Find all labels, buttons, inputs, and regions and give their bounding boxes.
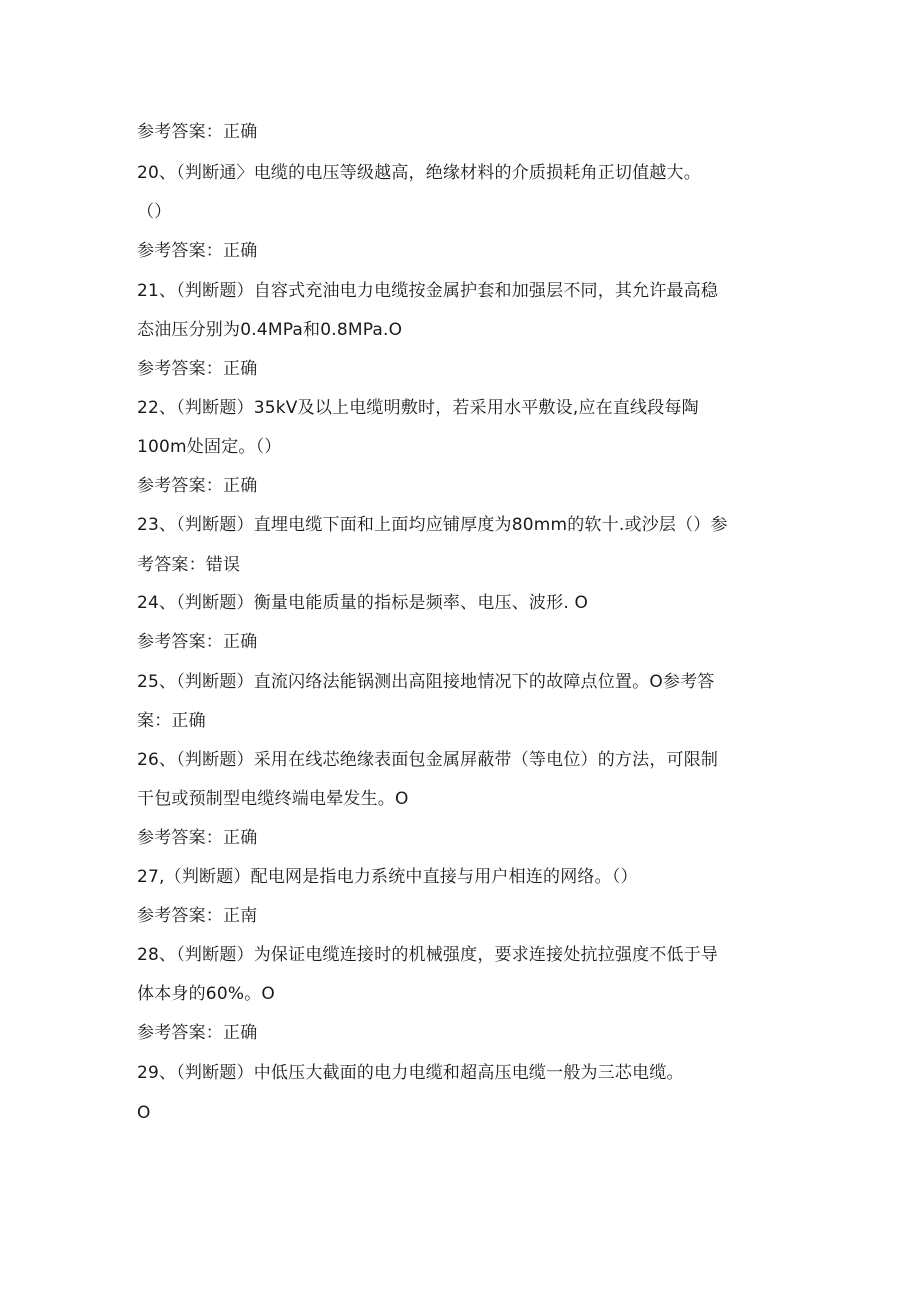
question-24-line-1: 24、（判断题）衡量电能质量的指标是频率、电压、波形. O	[137, 593, 589, 613]
question-25-line-1: 25、（判断题）直流闪络法能锅测出高阻接地情况下的故障点位置。O参考答	[137, 672, 715, 692]
answer-line-27: 参考答案：正南	[137, 906, 258, 926]
question-26-line-1: 26、（判断题）采用在线芯绝缘表面包金属屏蔽带（等电位）的方法，可限制	[137, 750, 719, 770]
question-29-line-2: O	[137, 1103, 151, 1123]
question-28-line-1: 28、（判断题）为保证电缆连接时的机械强度，要求连接处抗拉强度不低于导	[137, 945, 719, 965]
answer-line-20: 参考答案：正确	[137, 241, 258, 261]
question-28-line-2: 体本身的60%。O	[137, 984, 275, 1004]
question-26-line-2: 干包或预制型电缆终端电晕发生。O	[137, 789, 409, 809]
question-20-line-2: （）	[137, 202, 172, 222]
answer-line-22: 参考答案：正确	[137, 476, 258, 496]
question-23-line-2: 考答案：错误	[137, 555, 241, 575]
question-23-line-1: 23、（判断题）直埋电缆下面和上面均应铺厚度为80mm的软十.或沙层（）参	[137, 515, 728, 535]
question-20-line-1: 20、（判断通〉电缆的电压等级越高，绝缘材料的介质损耗角正切值越大。	[137, 163, 701, 183]
question-29-line-1: 29、（判断题）中低压大截面的电力电缆和超高压电缆一般为三芯电缆。	[137, 1063, 684, 1083]
answer-line-26: 参考答案：正确	[137, 828, 258, 848]
question-21-line-2: 态油压分别为0.4MPa和0.8MPa.O	[137, 320, 403, 340]
question-21-line-1: 21、（判断题）自容式充油电力电缆按金属护套和加强层不同，其允许最高稳	[137, 281, 719, 301]
question-25-line-2: 案：正确	[137, 711, 206, 731]
answer-line-24: 参考答案：正确	[137, 632, 258, 652]
question-22-line-1: 22、（判断题）35kV及以上电缆明敷时，若采用水平敷设,应在直线段每陶	[137, 398, 699, 418]
answer-line-28: 参考答案：正确	[137, 1023, 258, 1043]
answer-line-21: 参考答案：正确	[137, 359, 258, 379]
question-22-line-2: 100m处固定。（）	[137, 437, 282, 457]
question-27-line-1: 27,（判断题）配电网是指电力系统中直接与用户相连的网络。（）	[137, 867, 638, 887]
answer-line-19: 参考答案：正确	[137, 122, 258, 142]
